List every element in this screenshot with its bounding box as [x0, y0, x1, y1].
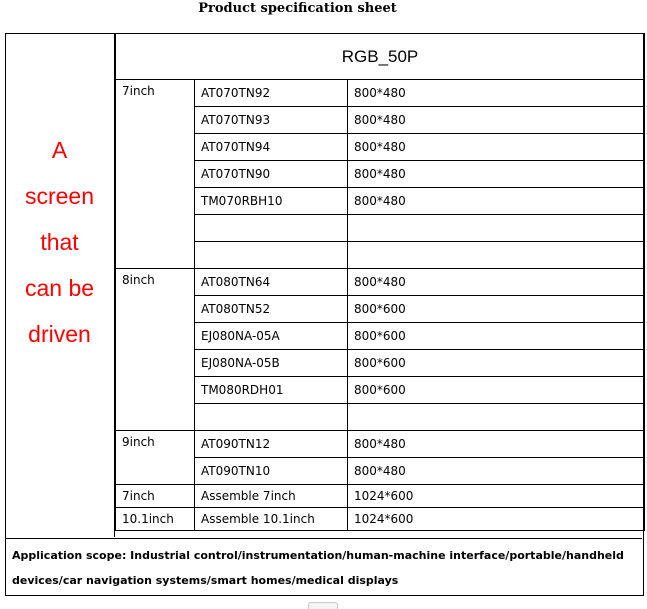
- table-row: [116, 80, 645, 107]
- table-row-empty: [116, 242, 645, 269]
- drivable-screen-label-cell: [5, 33, 115, 537]
- resolution-cell: 800*480: [348, 107, 645, 134]
- table-row: [116, 269, 645, 296]
- resolution-cell: 800*480: [348, 431, 645, 458]
- model-cell: EJ080NA-05B: [195, 350, 348, 377]
- resolution-cell-empty: [348, 404, 645, 431]
- table-row: [116, 296, 645, 323]
- model-cell-empty: [195, 215, 348, 242]
- resolution-cell: 800*600: [348, 323, 645, 350]
- model-cell: AT080TN64: [195, 269, 348, 296]
- resolution-cell: 800*480: [348, 188, 645, 215]
- table-row-empty: [116, 215, 645, 242]
- label-line: screen: [24, 183, 95, 209]
- table-row: [116, 161, 645, 188]
- table-row: [116, 107, 645, 134]
- scroll-handle[interactable]: [308, 602, 338, 609]
- table-row: [116, 134, 645, 161]
- table-header-row: [116, 34, 645, 80]
- model-cell: AT070TN94: [195, 134, 348, 161]
- table-row: [116, 377, 645, 404]
- model-cell: TM070RBH10: [195, 188, 348, 215]
- label-line: driven: [28, 321, 91, 347]
- resolution-cell: 800*480: [348, 134, 645, 161]
- table-row: [116, 458, 645, 485]
- model-cell: AT070TN90: [195, 161, 348, 188]
- size-cell: 7inch: [116, 80, 195, 269]
- model-cell-empty: [195, 242, 348, 269]
- label-line: A: [51, 137, 68, 163]
- model-cell: AT070TN93: [195, 107, 348, 134]
- size-cell: 9inch: [116, 431, 195, 485]
- resolution-cell: 1024*600: [348, 508, 645, 531]
- label-line: that: [40, 229, 79, 255]
- table-row: [116, 485, 645, 508]
- table-row: [116, 431, 645, 458]
- table-row: [116, 508, 645, 531]
- resolution-cell: 800*480: [348, 161, 645, 188]
- model-cell: AT080TN52: [195, 296, 348, 323]
- table-row: [116, 323, 645, 350]
- model-cell: AT090TN12: [195, 431, 348, 458]
- size-cell: 10.1inch: [116, 508, 195, 531]
- resolution-cell: 800*600: [348, 350, 645, 377]
- application-scope: Application scope: Industrial control/instrumentation/human-machine interface/portable/handheld devices/car navigation systems/smart homes/medical displays: [6, 538, 642, 595]
- resolution-cell: 800*600: [348, 296, 645, 323]
- sheet-title: Product specification sheet: [198, 1, 397, 16]
- size-cell: 7inch: [116, 485, 195, 508]
- resolution-cell: 800*480: [348, 269, 645, 296]
- resolution-cell: 800*600: [348, 377, 645, 404]
- drivable-screen-label: [5, 127, 114, 357]
- table-row: [116, 188, 645, 215]
- interface-header: RGB_50P: [116, 34, 645, 80]
- model-cell: EJ080NA-05A: [195, 323, 348, 350]
- model-cell: Assemble 7inch: [195, 485, 348, 508]
- model-cell: AT070TN92: [195, 80, 348, 107]
- size-cell: 8inch: [116, 269, 195, 431]
- model-cell: TM080RDH01: [195, 377, 348, 404]
- model-cell-empty: [195, 404, 348, 431]
- resolution-cell: 800*480: [348, 458, 645, 485]
- label-line: can be: [24, 275, 95, 301]
- table-row-empty: [116, 404, 645, 431]
- resolution-cell: 1024*600: [348, 485, 645, 508]
- table-row: [116, 350, 645, 377]
- model-cell: Assemble 10.1inch: [195, 508, 348, 531]
- resolution-cell-empty: [348, 242, 645, 269]
- resolution-cell-empty: [348, 215, 645, 242]
- resolution-cell: 800*480: [348, 80, 645, 107]
- spec-table: [115, 33, 645, 531]
- model-cell: AT090TN10: [195, 458, 348, 485]
